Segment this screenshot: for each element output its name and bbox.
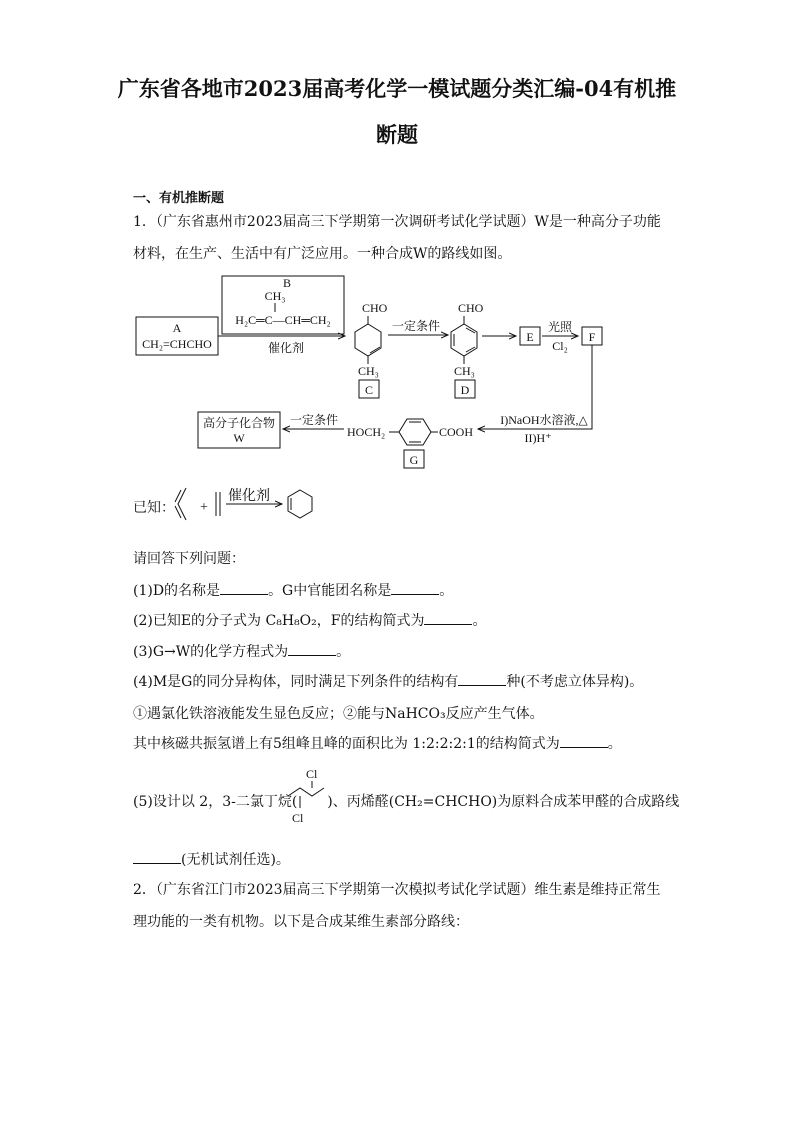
synthesis-scheme [130, 272, 620, 472]
sub-question-5-end: (无机试剂任选)。 [133, 849, 290, 869]
answer-blank[interactable] [458, 671, 506, 686]
sub-question-5: (5)设计以 2，3-二氯丁烷( )、丙烯醛(CH₂=CHCHO)为原料合成苯甲醛的合成路线 [133, 794, 680, 810]
sub-question-4: (4)M是G的同分异构体，同时满足下列条件的结构有 种(不考虑立体异构)。 [133, 671, 643, 691]
page-title [110, 66, 684, 158]
title-line-2: 断题 [376, 122, 418, 147]
catalyst-label: 催化剂 [267, 341, 305, 355]
title-line-1: 广东省各地市2023届高考化学一模试题分类汇编-04有机推 [117, 76, 677, 101]
answer-blank[interactable] [391, 580, 439, 595]
compound-d-structure [451, 301, 484, 378]
compound-w-line1: 高分子化合物 [202, 416, 276, 430]
compound-c-structure [355, 301, 388, 378]
answer-blank[interactable] [560, 733, 608, 748]
condition-1: 一定条件 [391, 319, 441, 333]
compound-c-cho: CHO [362, 301, 388, 315]
q2-intro: 2．（广东省江门市2023届高三下学期第一次模拟考试化学试题）维生素是维持正常生理功能的一类有机物。以下是合成某维生素部分路线： [133, 882, 661, 930]
naoh-condition: I)NaOH水溶液,△ [500, 413, 588, 427]
question-prompt: 请回答下列问题： [133, 551, 245, 567]
compound-d-cho: CHO [458, 301, 484, 315]
svg-text:+: + [200, 500, 208, 515]
sub-question-4-nmr: 其中核磁共振氢谱上有5组峰且峰的面积比为 1:2:2:2:1的结构简式为 。 [133, 733, 622, 753]
compound-b-methyl: CH₃ [264, 289, 286, 303]
q1-intro: 1．（广东省惠州市2023届高三下学期第一次调研考试化学试题）W是一种高分子功能材料，在生产、生活中有广泛应用。一种合成W的路线如图。 [133, 214, 661, 262]
cl2-reagent: Cl₂ [552, 339, 568, 353]
compound-c-label: C [364, 383, 374, 397]
compound-e-label: E [526, 330, 534, 344]
condition-2: 一定条件 [289, 413, 339, 427]
answer-blank[interactable] [288, 641, 336, 656]
sub-question-3: (3)G→W的化学方程式为 。 [133, 641, 350, 661]
dichlorobutane-structure [284, 766, 330, 828]
sub-question-4-conditions: ①遇氯化铁溶液能发生显色反应；②能与NaHCO₃反应产生气体。 [133, 706, 544, 722]
acid-condition: II)H⁺ [524, 431, 552, 445]
compound-g-right: COOH [439, 425, 474, 439]
compound-a-formula: CH₂=CHCHO [142, 337, 212, 351]
section-heading: 一、有机推断题 [133, 191, 225, 206]
answer-blank[interactable] [133, 849, 181, 864]
compound-d-label: D [460, 383, 470, 397]
sub-question-2: (2)已知E的分子式为 C₈H₈O₂，F的结构简式为 。 [133, 610, 486, 630]
compound-w-line2: W [233, 431, 245, 445]
sub-question-1: (1)D的名称是 。G中官能团名称是 。 [133, 580, 453, 600]
compound-c-methyl: CH₃ [358, 364, 379, 378]
answer-blank[interactable] [220, 580, 268, 595]
known-catalyst: 催化剂 [228, 489, 270, 504]
svg-text:Cl: Cl [306, 767, 318, 781]
compound-b-formula: H₂C═C—CH═CH₂ [235, 313, 331, 327]
light-condition: 光照 [547, 320, 573, 334]
compound-g-left: HOCH₂ [347, 425, 386, 439]
compound-g-structure [347, 419, 473, 445]
known-label: 已知： [133, 500, 175, 516]
compound-a-label: A [172, 321, 182, 335]
known-reaction-diagram [172, 484, 332, 528]
compound-b-label: B [282, 276, 292, 290]
compound-f-label: F [588, 330, 596, 344]
compound-g-label: G [409, 453, 419, 467]
svg-text:Cl: Cl [292, 811, 304, 825]
answer-blank[interactable] [424, 610, 472, 625]
compound-d-methyl: CH₃ [454, 364, 475, 378]
